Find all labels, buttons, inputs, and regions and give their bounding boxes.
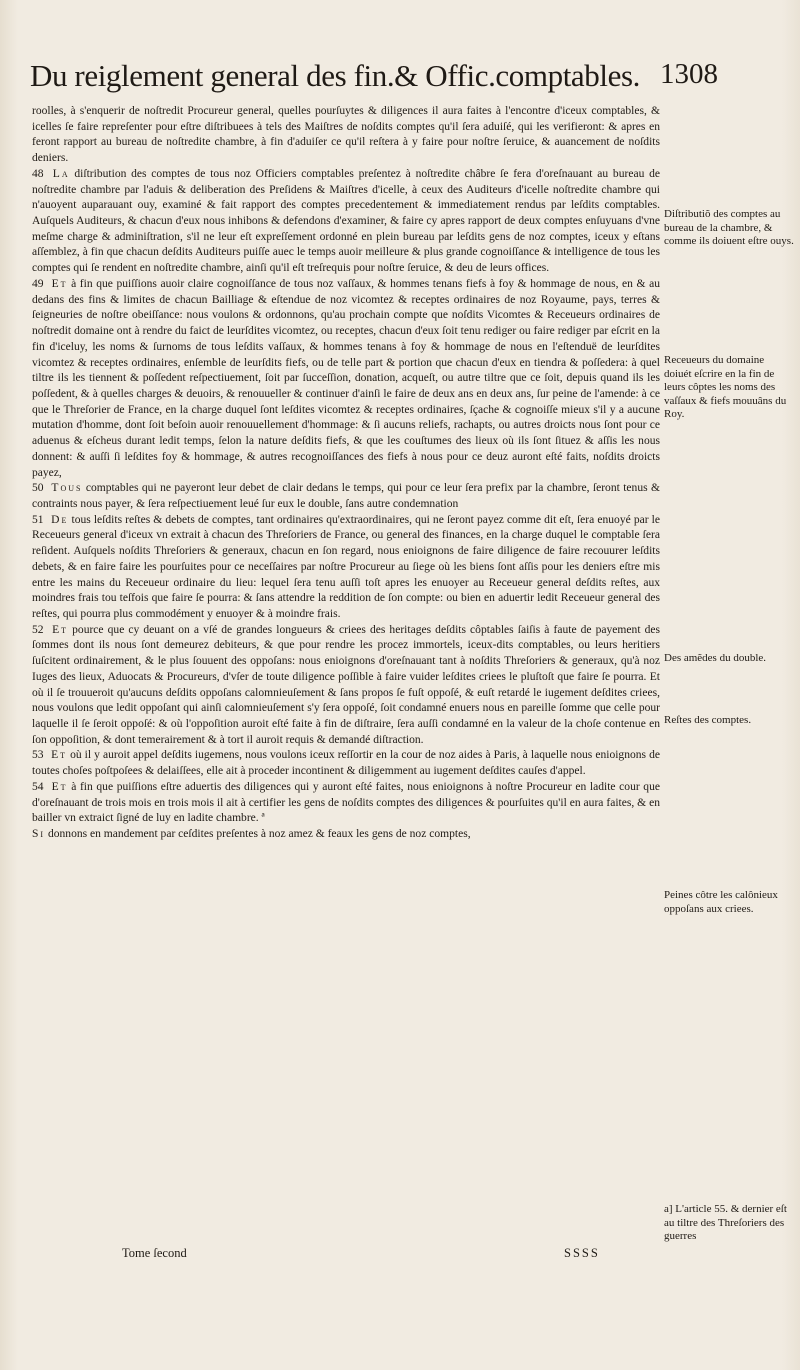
margin-note: Receueurs du domaine doiuét eſcrire en la fin de leurs côptes les noms des vaſſaux & fiefs mouuâns du Roy.	[664, 354, 787, 420]
page-title: Du reiglement general des fin.& Offic.comptables.	[30, 58, 640, 93]
folio-number: 1308	[660, 58, 718, 90]
article-lead: Tous	[51, 482, 83, 495]
paragraph-text: diſtribution des comptes de tous noz Officiers comptables preſentez à noſtredite châbre ſe fera d'oreſnauant au bureau de noſtredite chambre par l'aduis & deliberation des Preſidens & Maiſtres d'icelle, à ceux des Auditeurs d'icelle noſtredite chambre qui n'auoyent auparauant ouy, examiné & fait rapport des comptes precedentement & immediatement rendus par leſdits comptables. Auſquels Auditeurs, & chacun d'eux nous inhibons & defendons d'examiner, & faire cy apres rapport de deux comptes enſuyuans d'vne meſme charge & adminiſtration, s'il ne leur eſt expreſſement ordonné en plein bureau par leſdits gens de noz comptes, iceux y eſtans aſſemblez, à fin que chacun deſdits Auditeurs puiſſe auec le temps auoir meilleure & plus grande cognoiſſance & intelligence de tous les comptes qui ſe rendent en noſtredite chambre, ainſi qu'il eſt treſrequis pour noſtre ſeruice, & deu de leurs offices.	[32, 167, 661, 275]
article-lead: Et	[52, 623, 69, 636]
article-50	[32, 481, 660, 512]
margin-note: Diſtributiõ des comptes au bureau de la chambre, & comme ils doiuent eſtre ouys.	[664, 208, 794, 247]
closing-paragraph	[32, 827, 660, 843]
article-lead: Si	[32, 828, 46, 841]
paragraph	[32, 104, 660, 167]
margin-note: Peines côtre les calônieux oppoſans aux criees.	[664, 889, 778, 915]
article-49	[32, 277, 660, 481]
paragraph-text: pource que cy deuant on a vſé de grandes longueurs & criees des heritages deſdits côptables ſaiſis à faute de payement des ſommes dont ils nous ſont demeurez debiteurs, & que pour rendre les procez immortels, iceux-dits comptables, ou leurs heritiers ſuſcitent ordinairement, & le plus ſouuent des oppoſans: nous enioignons d'oreſnauant tant à noſdits Threſoriers & generaux, qu'à noz Iuges des lieux, Aduocats & Procureurs, d'vſer de toute diligence poſſible à faire vuider leſdites criees le pluſtoſt que faire ſe pourra. Et où il ſe trouueroit qu'aucuns deſdits oppoſans calomnieuſement & ſans propos ſe fuſt oppoſé, & euſt retardé le iugement deſdites criees, nous voulons que ledit oppoſant qui ainſi calomnieuſement s'y ſera oppoſé, ſoit condamné enuers nous en pareille ſomme que celle pour laquelle il ſe ſeroit oppoſé: & où l'oppoſition auroit eſté faite à fin de diſtraire, ſera auſſi condamné en la valeur de la choſe contenue en ſon oppoſition, & dont temerairement & à tort il auroit requis & demandé diſtraction.	[32, 623, 660, 746]
article-number: 48	[32, 167, 44, 180]
article-52	[32, 623, 660, 749]
article-lead: Et	[51, 780, 68, 793]
signature-mark: SSSS	[564, 1246, 600, 1260]
margin-note: Reſtes des comptes.	[664, 714, 752, 726]
paragraph-text: donnons en mandement par ceſdites preſentes à noz amez & feaux les gens de noz comptes,	[47, 828, 471, 841]
article-48	[32, 167, 660, 277]
article-number: 52	[32, 623, 44, 636]
paragraph-text: tous leſdits reſtes & debets de comptes, tant ordinaires qu'extraordinaires, qui ne ſeront payez comme dit eſt, ſera enuoyé par le Receueurs general d'iceux vn extrait à chacun des Threſoriers de France, ou general des finances, en la charge duquel le comptable ſera reſident. Auſquels noſdits Threſoriers & generaux, chacun en ſon regard, nous enioignons de faire diligence de faire recouurer leſdits debets, & en faire faire les pourſuites pour ce neceſſaires par noſtre Procureur au ſiege où les biens ſont aſſis pour les deniers eſtre mis entre les mains du Receueur ordinaire du lieu: lequel ſera tenu auſſi toſt apres les enuoyer au Receueur general deſdits reſtes, aux moindres frais tou teſfois que faire ſe pourra: & ſans attendre la reddition de ſon compte: ou bien en aduertir ledit Receueur general des reſtes, qui pourra plus commodément y enuoyer & à moindre frais.	[32, 513, 661, 620]
article-53	[32, 748, 660, 779]
margin-note: Des amẽdes du double.	[664, 652, 767, 664]
article-lead: Et	[51, 277, 68, 290]
margin-note: a] L'article 55. & dernier eſt au tiltre des Threſoriers des guerres	[664, 1203, 787, 1242]
article-lead: La	[52, 167, 70, 180]
running-header	[30, 58, 730, 106]
paragraph-text: roolles, à s'enquerir de noſtredit Procureur general, quelles pourſuytes & diligences il aura faites à l'encontre d'iceux comptables, & icelles ſe faire repreſenter pour eſtre diſtribuees à tels des Maiſtres de noſdits comptes qu'il ſera aduiſé, qui les verifieront: & apres en feront rapport au bureau de noſtredite chambre, à fin d'aduiſer ce qu'il reſtera à y faire pour noſtre ſeruice, & auancement de noſdits deniers.	[32, 105, 660, 165]
main-text	[32, 104, 660, 843]
article-51	[32, 513, 660, 623]
volume-label: Tome ſecond	[122, 1246, 187, 1260]
article-number: 51	[32, 513, 44, 526]
paragraph-text: où il y auroit appel deſdits iugemens, nous voulons iceux reſſortir en la cour de noz aides à Paris, à laquelle nous enioignons de toutes choſes poſtpoſees & delaiſſees, elle ait à proceder incontinent & diligemment au iugement deſdites cauſes d'appel.	[32, 749, 660, 778]
article-number: 54	[32, 780, 44, 793]
article-number: 50	[32, 482, 44, 495]
article-lead: Et	[51, 749, 68, 762]
article-54	[32, 780, 660, 827]
article-number: 49	[32, 277, 44, 290]
paragraph-text: à fin que puiſſions eſtre aduertis des diligences qui y auront eſté faites, nous enioignons à noſtre Procureur en ladite cour que d'oreſnauant de trois mois en trois mois il ait à certifier les gens de noſdits comptes des diligences & pourſuites qu'il en aura faites, & en bailler vn extraict ſigné de luy en ladite chambre. ª	[32, 780, 660, 825]
paragraph-text: à fin que puiſſions auoir claire cognoiſſance de tous noz vaſſaux, & hommes tenans fiefs à foy & hommage de nous, en & au dedans des fins & limites de chacun Bailliage & eſtendue de noz vicomtez & receptes ordinaires de noz Royaume, pays, terres & ſeigneuries de noſtre obeiſſance: nous voulons & ordonnons, qu'au prochain compte que noſdits Vicomtes & Receueurs ordinaires de noſtredit domaine ont à rendre du faict de leurſdites vicomtez, ou receptes, chacun d'eux ſoit tenu rediger ou faire rediger par eſcrit en la fin d'iceluy, les noms & ſurnoms de tous leſdits vaſſaux, & hommes tenans à foy & hommage de nous en l'eſtenduë de leurſdites vicomtez & receptes ordinaires, enſemble de leurſdits fiefs, ou de telle part & portion que chacun d'eux en tiendra & poſſedera: à quel tiltre ils les tiennent & poſſedent reſpectiuement, ſoit par ſucceſſion, donation, acqueſt, ou autre tiltre que ce ſoit, depuis quand ils les poſſedent, & à quelles charges & deuoirs, & renouueller & continuer d'ainſi le faire de deux ans en deux ans, ſur peine de l'amende: à ce que le Threſorier de France, en la charge duquel ſont leſdites vicomtez & receptes ordinaires, ſçache & cognoiſſe mieux s'il y a aucune mutation d'homme, dont ſoit beſoin auoir renouuellement d'hommage: & ſi aucuns reliefs, rachapts, ou autres droicts nous ſont pour ce aduenus & eſcheus durant ledit temps, ſelon la nature deſdits fiefs, & que les couſtumes des lieux où ils ſont ſituez & aſſis les nous donnent: & auſſi ſi leſdites foy & hommage, & autres recognoiſſances des fiefs à nous pour ce deuz auront eſté faits, noſdits droicts payez,	[32, 277, 660, 479]
paragraph-text: comptables qui ne payeront leur debet de clair dedans le temps, qui pour ce leur ſera prefix par la chambre, ſeront tenus & contraints nous payer, & ſera reſpectiuement leué ſur eux le double, ſans autre condemnation	[32, 482, 660, 510]
article-number: 53	[32, 749, 44, 762]
article-lead: De	[51, 513, 69, 526]
